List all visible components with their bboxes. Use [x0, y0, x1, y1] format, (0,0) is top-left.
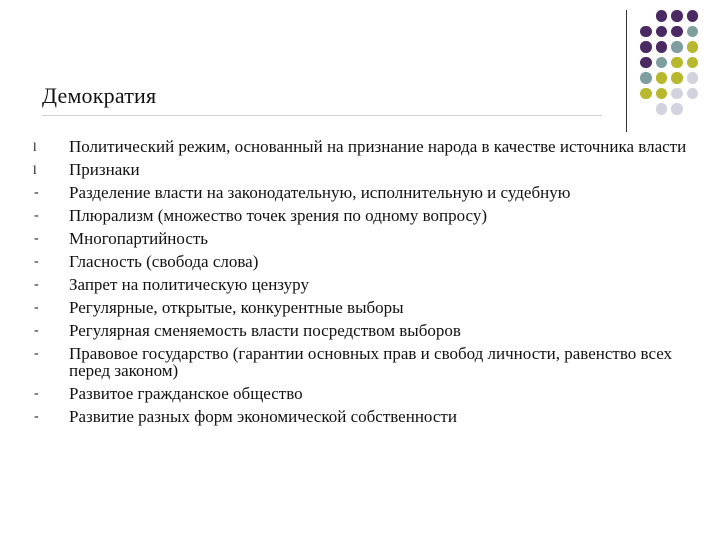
- list-item-text: Политический режим, основанный на признание народа в качестве источника власти: [69, 137, 687, 156]
- dash-bullet-icon: -: [34, 277, 39, 292]
- decorative-dot: [687, 57, 699, 69]
- round-bullet-icon: l: [33, 139, 37, 154]
- decorative-dot: [671, 72, 683, 84]
- slide-title: Демократия: [42, 83, 157, 108]
- list-item-text: Признаки: [69, 160, 140, 179]
- dash-bullet-icon: -: [34, 208, 39, 223]
- list-item-text: Разделение власти на законодательную, исполнительную и судебную: [69, 183, 571, 202]
- decorative-dot: [656, 103, 668, 115]
- list-item: [30, 408, 690, 425]
- decorative-dot: [671, 41, 683, 53]
- list-item-text: Многопартийность: [69, 229, 209, 248]
- dash-bullet-icon: -: [34, 300, 39, 315]
- list-item-text: Плюрализм (множество точек зрения по одному вопросу): [69, 206, 488, 225]
- list-item: [30, 253, 690, 270]
- list-item: [30, 345, 690, 379]
- list-item: [30, 161, 690, 178]
- round-bullet-icon: l: [33, 162, 37, 177]
- decorative-dot: [687, 10, 699, 22]
- decorative-dot: [687, 88, 699, 100]
- list-item: [30, 299, 690, 316]
- list-item: [30, 184, 690, 201]
- decorative-dot-grid: [640, 10, 720, 120]
- list-item-text: Регулярная сменяемость власти посредством выборов: [69, 321, 461, 340]
- list-item-text: Развитие разных форм экономической собственности: [69, 407, 457, 426]
- list-item: [30, 230, 690, 247]
- list-item: [30, 207, 690, 224]
- list-item: [30, 138, 690, 155]
- list-item: [30, 276, 690, 293]
- decorative-divider-line: [626, 10, 627, 132]
- dash-bullet-icon: -: [34, 231, 39, 246]
- dash-bullet-icon: -: [34, 346, 39, 361]
- decorative-dot: [656, 41, 668, 53]
- decorative-dot: [640, 72, 652, 84]
- decorative-dot: [671, 88, 683, 100]
- list-item-text: Гласность (свобода слова): [69, 252, 259, 271]
- decorative-dot: [640, 41, 652, 53]
- title-underline: [42, 115, 602, 116]
- decorative-dot: [687, 26, 699, 38]
- list-item: [30, 385, 690, 402]
- decorative-dot: [656, 88, 668, 100]
- list-item-text: Развитое гражданское общество: [69, 384, 303, 403]
- dash-bullet-icon: -: [34, 323, 39, 338]
- decorative-dot: [671, 57, 683, 69]
- list-item-text: Регулярные, открытые, конкурентные выборы: [69, 298, 404, 317]
- decorative-dot: [656, 26, 668, 38]
- decorative-dot: [671, 103, 683, 115]
- decorative-dot: [687, 72, 699, 84]
- decorative-dot: [656, 57, 668, 69]
- decorative-dot: [687, 41, 699, 53]
- list-item: [30, 322, 690, 339]
- decorative-dot: [640, 26, 652, 38]
- dash-bullet-icon: -: [34, 185, 39, 200]
- list-item-text: Запрет на политическую цензуру: [69, 275, 309, 294]
- decorative-dot: [656, 72, 668, 84]
- dash-bullet-icon: -: [34, 409, 39, 424]
- dash-bullet-icon: -: [34, 386, 39, 401]
- dash-bullet-icon: -: [34, 254, 39, 269]
- decorative-dot: [656, 10, 668, 22]
- bullet-list: [30, 138, 690, 431]
- decorative-dot: [671, 10, 683, 22]
- decorative-dot: [671, 26, 683, 38]
- decorative-dot: [640, 57, 652, 69]
- decorative-dot: [640, 88, 652, 100]
- list-item-text: Правовое государство (гарантии основных прав и свобод личности, равенство всех перед законом): [69, 344, 673, 380]
